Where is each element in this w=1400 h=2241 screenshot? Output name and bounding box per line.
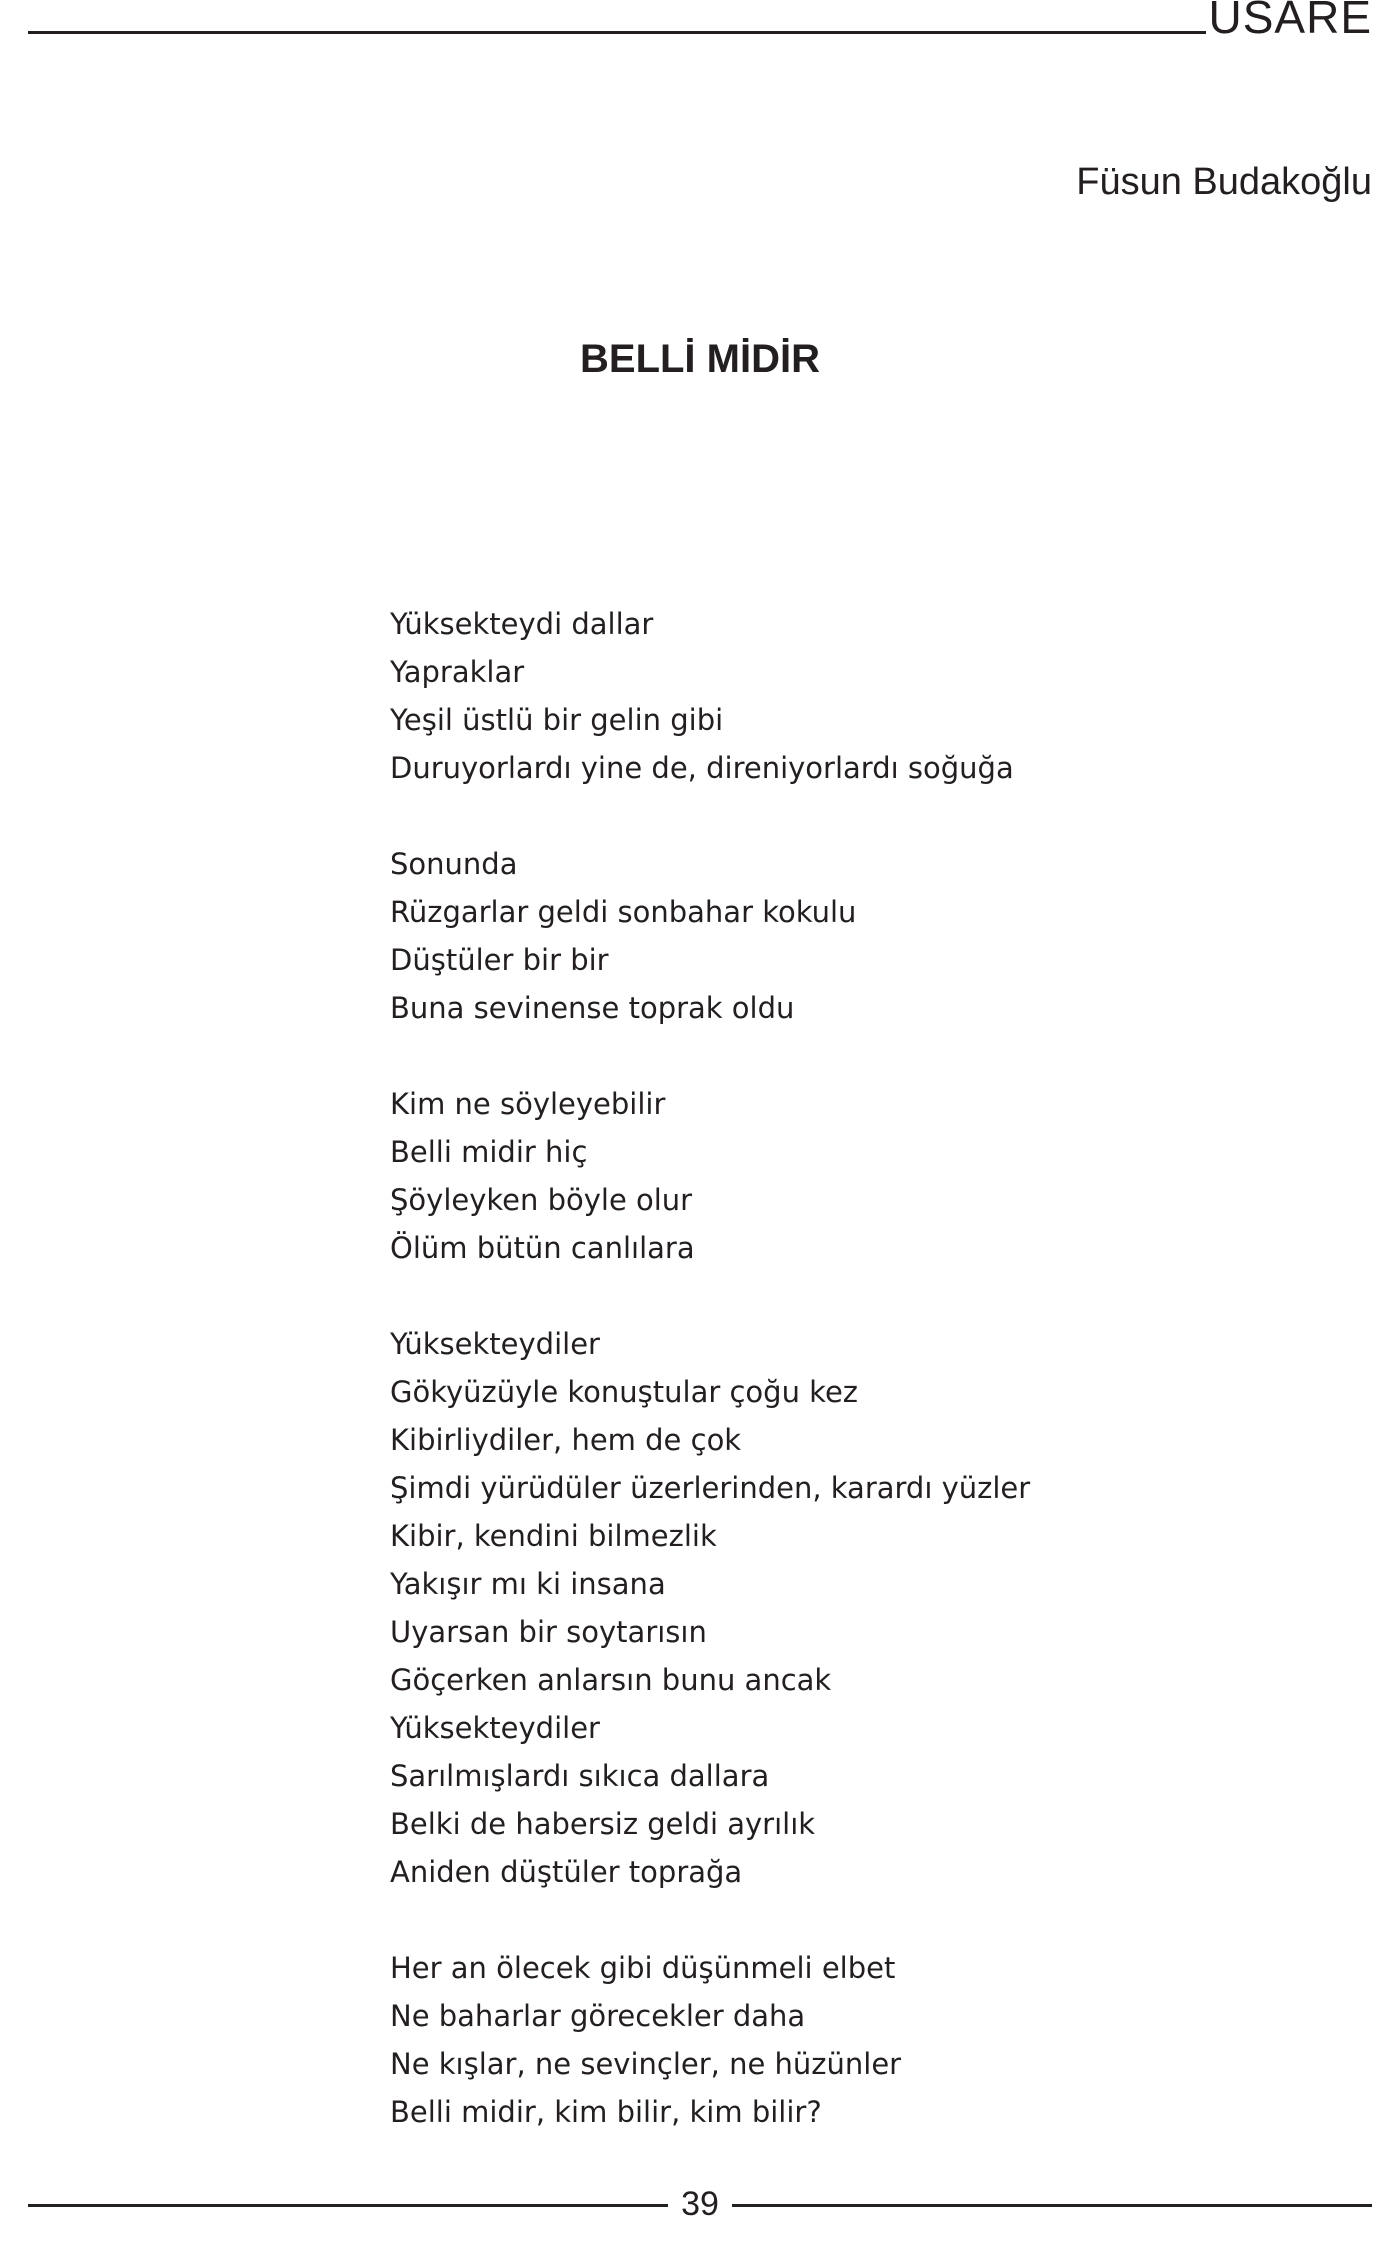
poem-line: Gökyüzüyle konuştular çoğu kez (390, 1375, 859, 1409)
poem-stanza (390, 1944, 1290, 2136)
poem-line: Göçerken anlarsın bunu ancak (390, 1663, 832, 1697)
poem-line: Ölüm bütün canlılara (390, 1231, 695, 1265)
poem-body (390, 600, 1290, 2184)
poem-line: Belli midir, kim bilir, kim bilir? (390, 2095, 822, 2129)
poem-line: Belli midir hiç (390, 1135, 588, 1169)
page-footer (28, 2178, 1372, 2222)
poem-line: Yeşil üstlü bir gelin gibi (390, 703, 724, 737)
poem-line: Ne baharlar görecekler daha (390, 1999, 806, 2033)
poem-line: Yapraklar (390, 655, 525, 689)
author-name: Füsun Budakoğlu (1076, 161, 1372, 203)
poem-line: Sonunda (390, 847, 518, 881)
journal-title: USARE (1208, 0, 1372, 43)
poem-line: Yüksekteydiler (390, 1327, 600, 1361)
poem-line: Sarılmışlardı sıkıca dallara (390, 1759, 770, 1793)
poem-line: Kibir, kendini bilmezlik (390, 1519, 717, 1553)
poem-line: Buna sevinense toprak oldu (390, 991, 795, 1025)
poem-line: Şöyleyken böyle olur (390, 1183, 693, 1217)
poem-stanza (390, 1320, 1290, 1896)
poem-line: Belki de habersiz geldi ayrılık (390, 1807, 816, 1841)
poem-line: Duruyorlardı yine de, direniyorlardı soğuğa (390, 751, 1014, 785)
footer-rule-right (732, 2204, 1372, 2207)
poem-stanza (390, 600, 1290, 792)
poem-line: Her an ölecek gibi düşünmeli elbet (390, 1951, 896, 1985)
poem-line: Şimdi yürüdüler üzerlerinden, karardı yüzler (390, 1471, 1031, 1505)
poem-line: Yüksekteydiler (390, 1711, 600, 1745)
header-rule (28, 31, 1206, 34)
poem-line: Yüksekteydi dallar (390, 607, 654, 641)
poem-line: Aniden düştüler toprağa (390, 1855, 743, 1889)
poem-line: Uyarsan bir soytarısın (390, 1615, 707, 1649)
poem-line: Yakışır mı ki insana (390, 1567, 666, 1601)
poem-line: Ne kışlar, ne sevinçler, ne hüzünler (390, 2047, 902, 2081)
poem-line: Düştüler bir bir (390, 943, 609, 977)
poem-line: Kim ne söyleyebilir (390, 1087, 666, 1121)
poem-stanza (390, 1080, 1290, 1272)
poem-line: Kibirliydiler, hem de çok (390, 1423, 742, 1457)
poem-title: BELLİ MİDİR (580, 337, 820, 381)
poem-line: Rüzgarlar geldi sonbahar kokulu (390, 895, 857, 929)
footer-rule-left (28, 2204, 668, 2207)
page-number: 39 (681, 2185, 719, 2223)
poem-stanza (390, 840, 1290, 1032)
